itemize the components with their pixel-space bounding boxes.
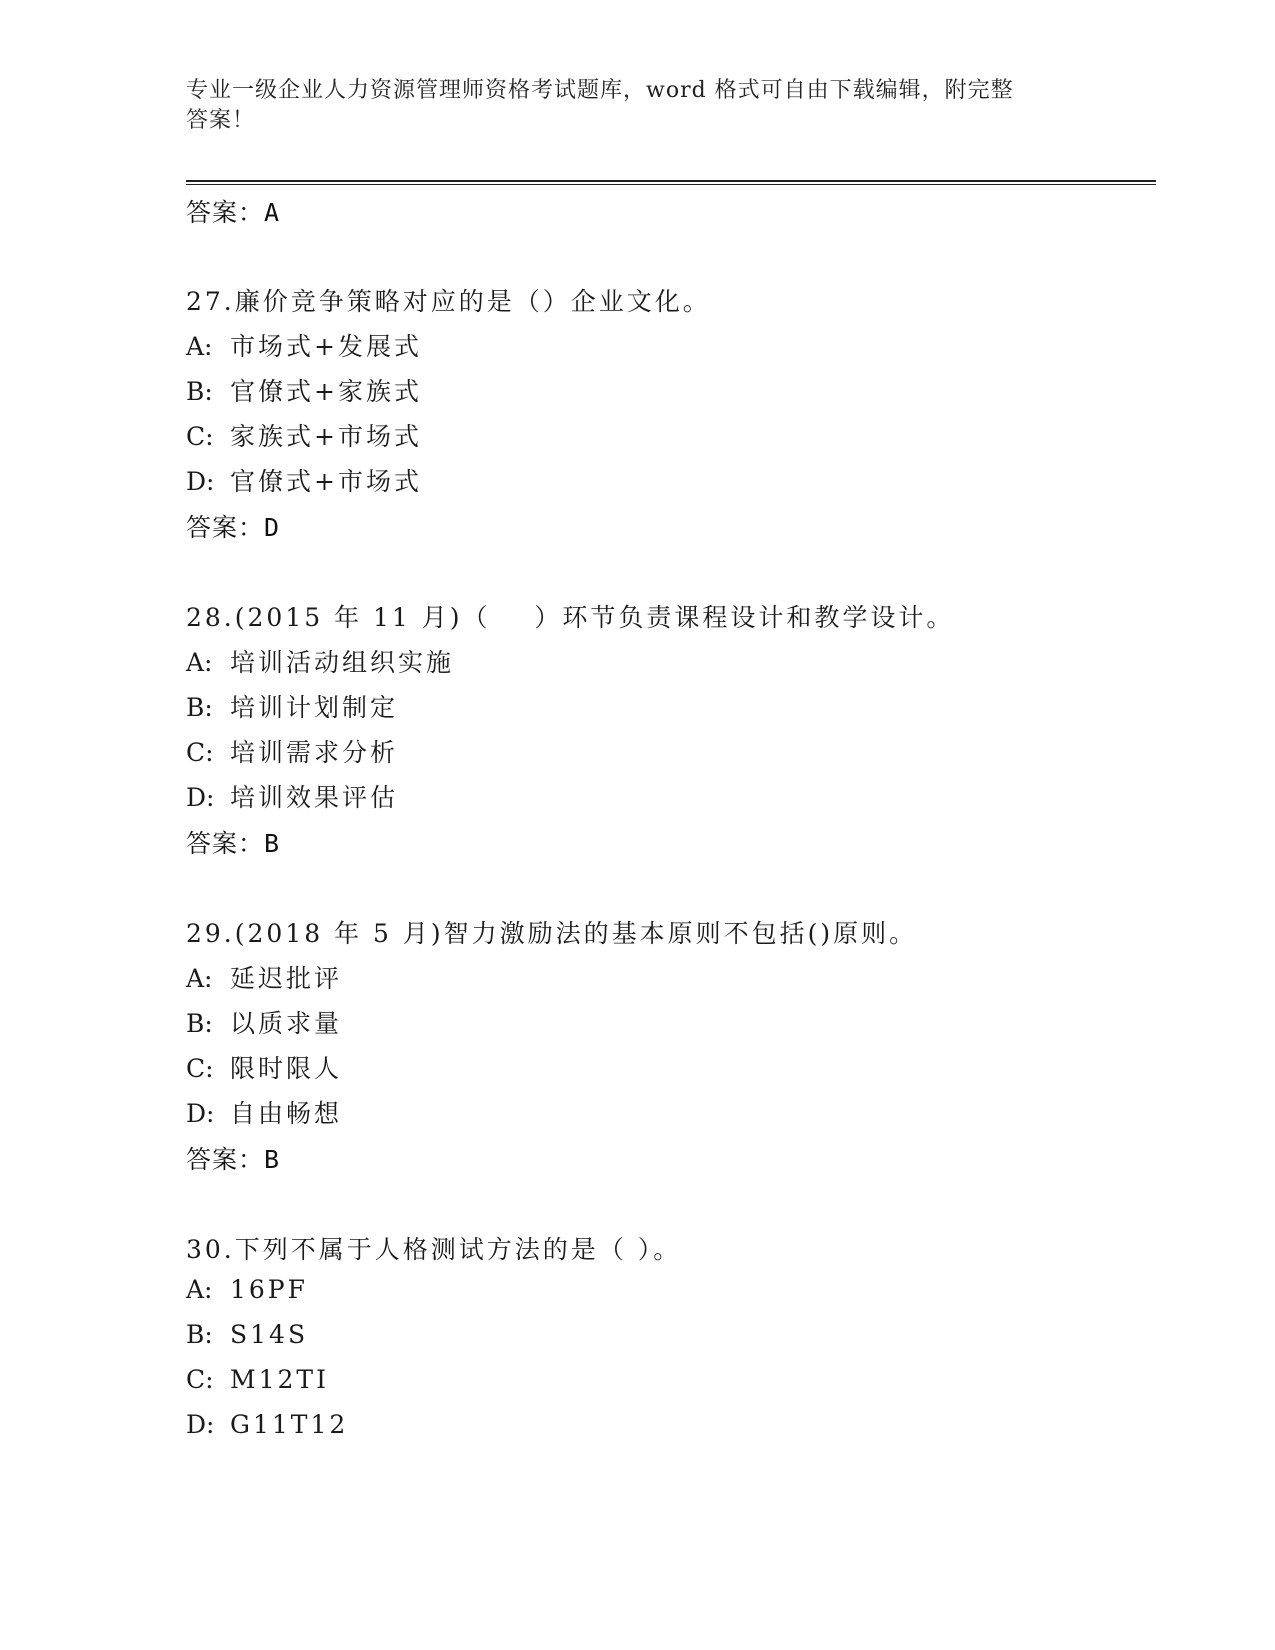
header-line-1: 专业一级企业人力资源管理师资格考试题库，word 格式可自由下载编辑，附完整 (186, 78, 1014, 103)
option-key: D: (186, 467, 215, 496)
question-27-answer: 答案：D (186, 513, 281, 542)
option-text: G11T12 (230, 1410, 349, 1439)
question-28-option-c (186, 733, 398, 769)
question-27-option-b (186, 372, 422, 408)
option-key: B: (186, 693, 213, 722)
option-text: M12TI (230, 1365, 329, 1394)
option-text: S14S (230, 1320, 309, 1349)
option-key: B: (186, 1320, 213, 1349)
option-text: 以质求量 (230, 1009, 343, 1038)
option-key: A: (186, 332, 213, 361)
option-text: 培训效果评估 (230, 783, 399, 812)
question-30-option-d (186, 1410, 348, 1439)
option-text: 官僚式+家族式 (230, 377, 422, 406)
option-key: C: (186, 1365, 214, 1394)
option-key: D: (186, 783, 215, 812)
question-29-answer: 答案：B (186, 1145, 281, 1174)
option-key: C: (186, 422, 214, 451)
answer-prev: 答案：A (186, 198, 281, 227)
option-text: 家族式+市场式 (230, 422, 422, 451)
header-divider-thin (186, 184, 1156, 185)
option-text: 16PF (230, 1275, 308, 1304)
question-28-option-d (186, 778, 398, 814)
option-text: 培训活动组织实施 (230, 648, 455, 677)
question-27-stem: 27.廉价竞争策略对应的是（）企业文化。 (186, 287, 711, 316)
question-28-option-b (186, 688, 398, 724)
question-28-option-a (186, 643, 454, 679)
option-key: C: (186, 738, 214, 767)
header-divider-thick (186, 180, 1156, 182)
question-27-option-c (186, 417, 422, 453)
document-header (186, 76, 1086, 136)
option-key: C: (186, 1054, 214, 1083)
option-key: A: (186, 1275, 213, 1304)
question-29-stem: 29.(2018 年 5 月)智力激励法的基本原则不包括()原则。 (186, 919, 918, 948)
header-line-2: 答案！ (186, 108, 256, 133)
question-28-answer: 答案：B (186, 829, 281, 858)
question-29-option-a (186, 959, 342, 995)
option-text: 市场式+发展式 (230, 332, 422, 361)
option-key: B: (186, 1009, 213, 1038)
option-text: 限时限人 (230, 1054, 343, 1083)
option-key: A: (186, 648, 213, 677)
option-text: 培训需求分析 (230, 738, 399, 767)
question-29-option-d (186, 1094, 342, 1130)
question-29-option-b (186, 1004, 342, 1040)
option-text: 官僚式+市场式 (230, 467, 422, 496)
option-key: B: (186, 377, 213, 406)
question-27-option-a (186, 327, 422, 363)
option-text: 培训计划制定 (230, 693, 399, 722)
question-30-option-c (186, 1365, 329, 1394)
option-text: 自由畅想 (230, 1099, 343, 1128)
option-key: D: (186, 1099, 215, 1128)
option-text: 延迟批评 (230, 964, 343, 993)
option-key: D: (186, 1410, 215, 1439)
question-29-option-c (186, 1049, 342, 1085)
option-key: A: (186, 964, 213, 993)
question-30-option-a (186, 1275, 308, 1304)
question-27-option-d (186, 462, 422, 498)
question-28-stem: 28.(2015 年 11 月)（ ）环节负责课程设计和教学设计。 (186, 603, 955, 632)
question-30-stem: 30.下列不属于人格测试方法的是（ ）。 (186, 1235, 682, 1264)
question-30-option-b (186, 1320, 308, 1349)
